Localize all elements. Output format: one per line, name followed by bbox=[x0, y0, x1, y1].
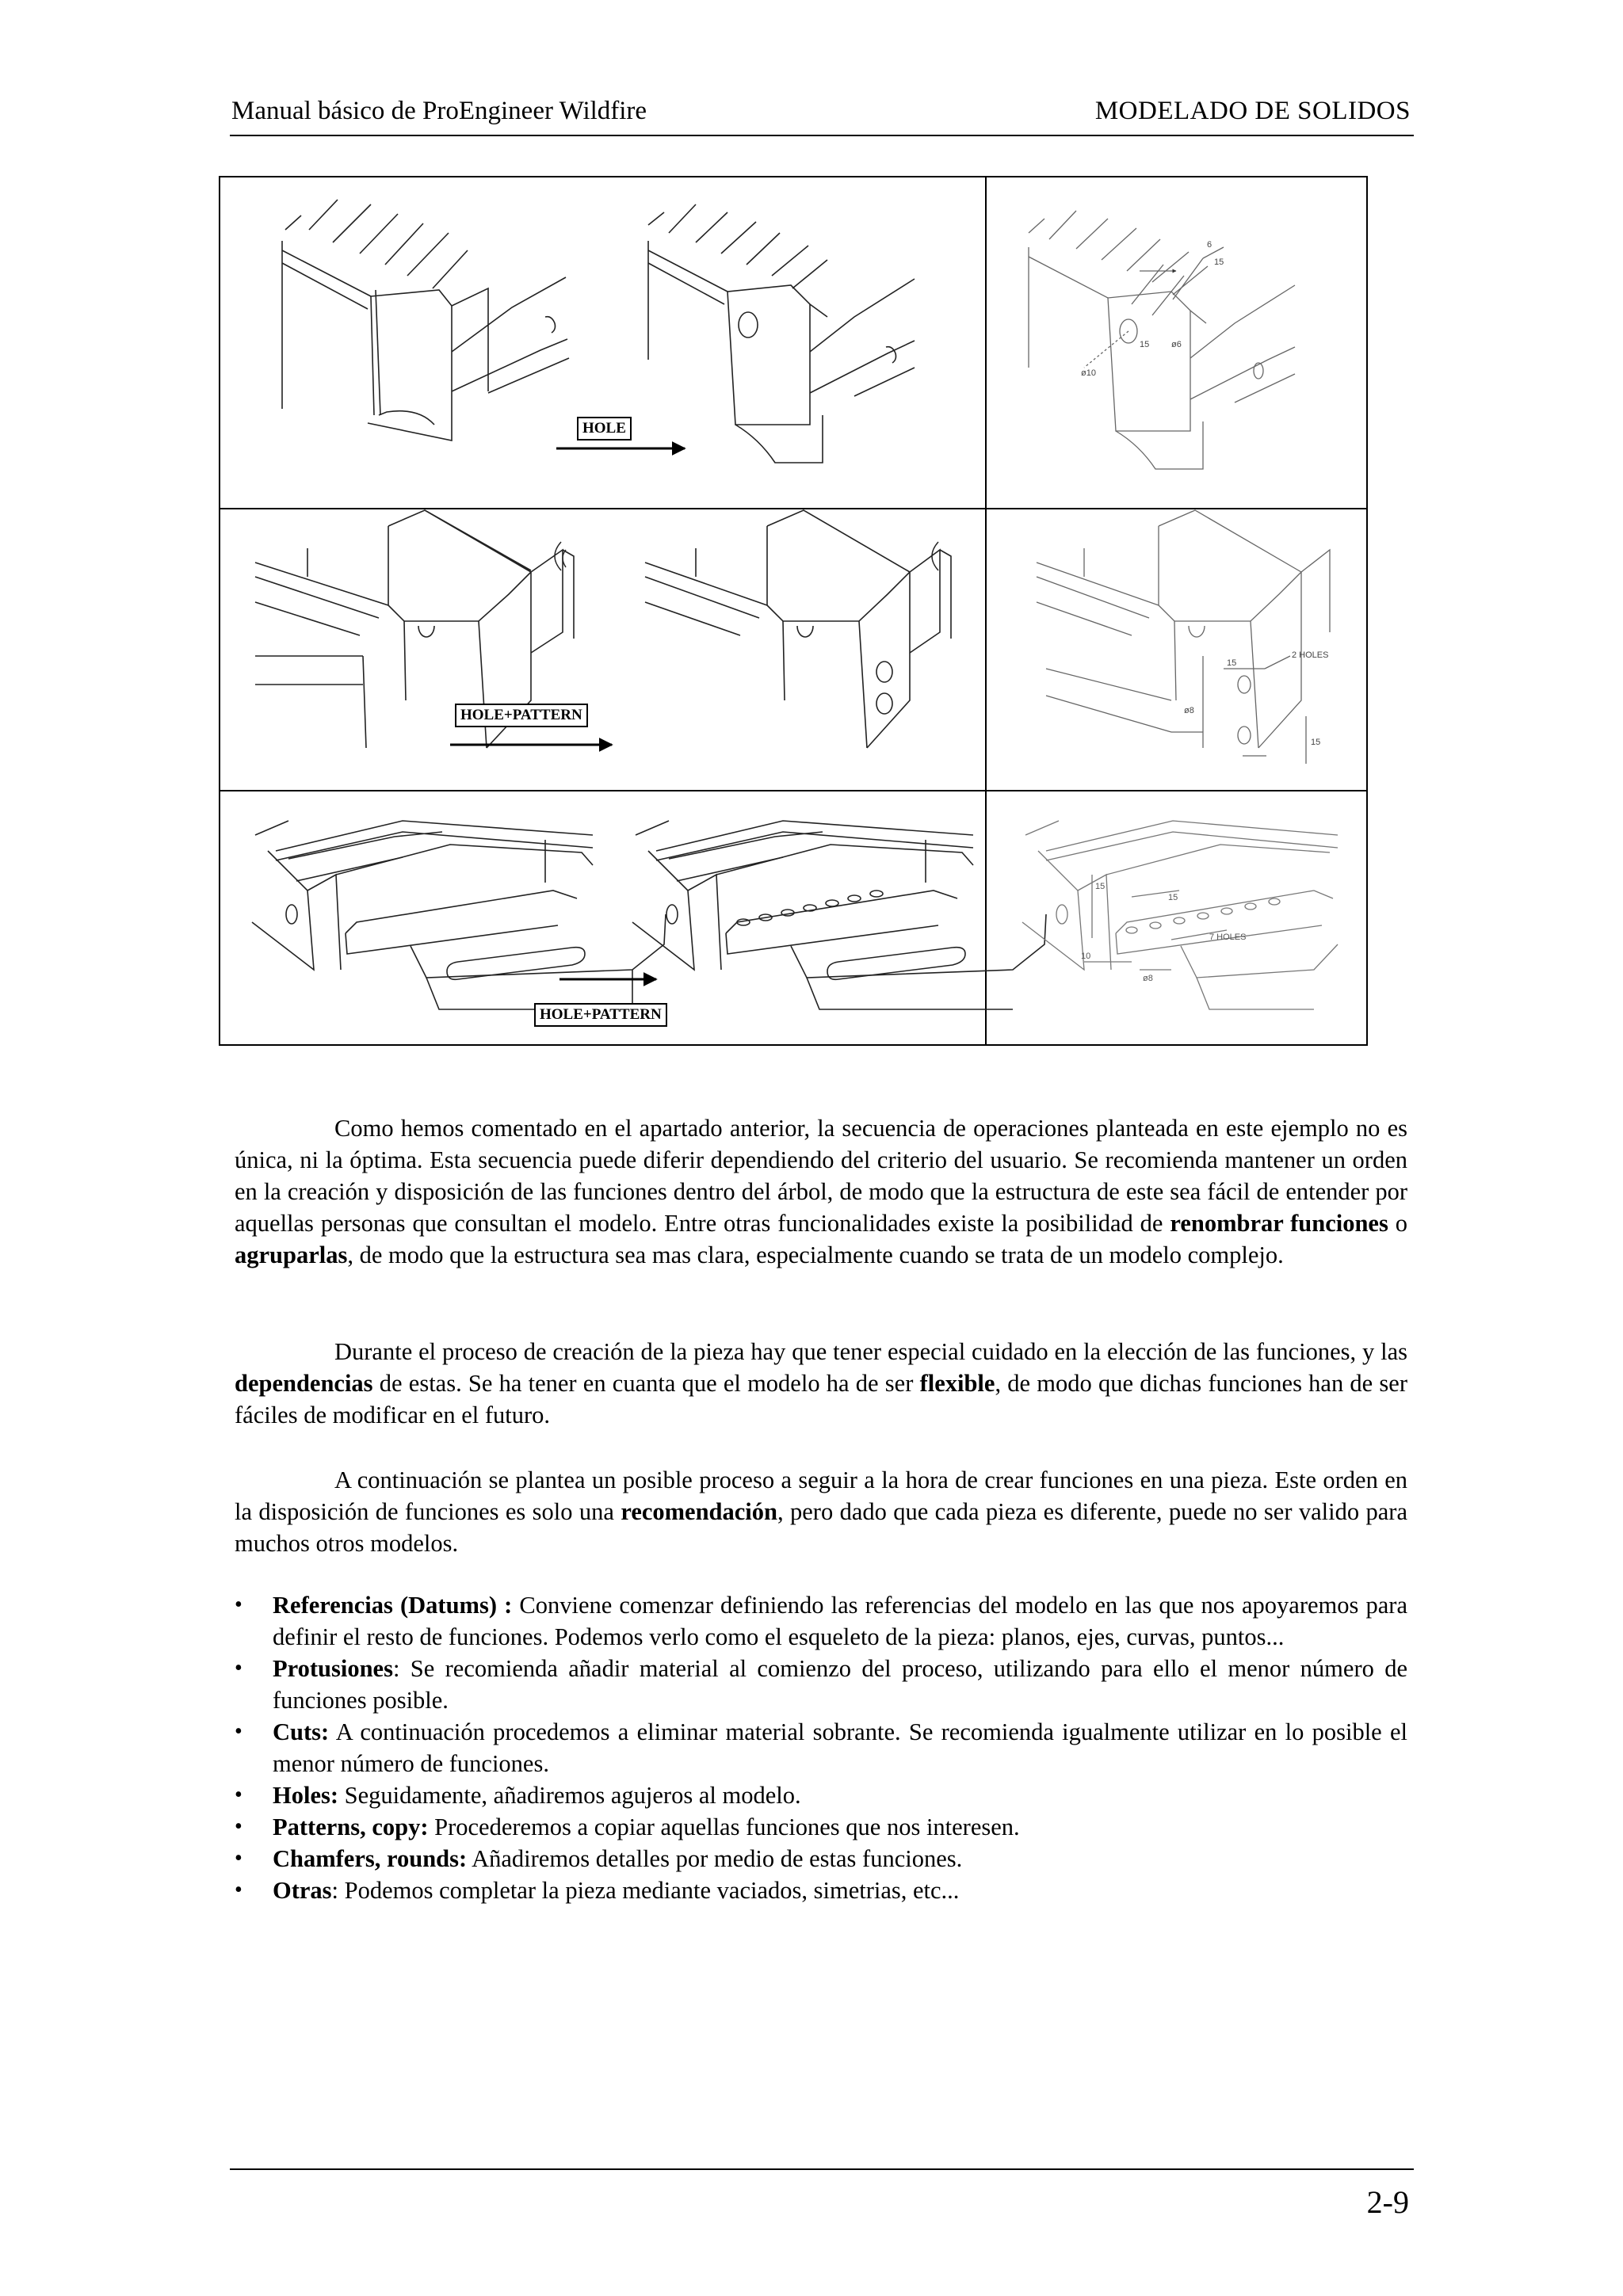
dim-text: 10 bbox=[1081, 952, 1091, 961]
list-item-term: Chamfers, rounds: bbox=[273, 1845, 468, 1872]
row1-part-dimensioned bbox=[1029, 211, 1295, 469]
bold-term: recomendación bbox=[621, 1498, 777, 1525]
list-item bbox=[231, 1843, 1407, 1875]
row2-dim-texts bbox=[1184, 650, 1328, 747]
dim-text: 15 bbox=[1095, 882, 1106, 891]
row3-dim-texts bbox=[1081, 882, 1246, 983]
bullet-icon: • bbox=[235, 1783, 242, 1807]
page-header bbox=[230, 93, 1414, 136]
bold-term: agruparlas bbox=[235, 1241, 348, 1268]
recommendation-list bbox=[231, 1589, 1407, 1906]
list-item bbox=[231, 1875, 1407, 1906]
list-item bbox=[231, 1716, 1407, 1779]
figure-drawings bbox=[220, 177, 1366, 1044]
list-item-term: Protusiones bbox=[273, 1655, 393, 1682]
list-item bbox=[231, 1653, 1407, 1716]
dim-text: ø8 bbox=[1184, 706, 1194, 715]
list-item-term: Patterns, copy: bbox=[273, 1814, 429, 1840]
list-item-term: Cuts: bbox=[273, 1718, 330, 1745]
list-item-text: Añadiremos detalles por medio de estas funciones. bbox=[467, 1845, 963, 1872]
list-item bbox=[231, 1589, 1407, 1653]
paragraph-2 bbox=[235, 1336, 1407, 1431]
dim-text: 2 HOLES bbox=[1292, 650, 1329, 660]
list-item-text: : Se recomienda añadir material al comienzo del proceso, utilizando para ello el menor número de funciones posible. bbox=[273, 1655, 1407, 1714]
dim-text: 15 bbox=[1227, 658, 1237, 668]
dim-text: ø6 bbox=[1171, 340, 1182, 349]
paragraph-text: Como hemos comentado en el apartado anterior, la secuencia de operaciones planteada en este ejemplo no es única, ni la óptima. Esta secuencia puede diferir dependiendo del criterio del usuario. Se recomienda mantener un orden en la creación y disposición de las funciones dentro del árbol, de modo que la estructura de este sea fácil de entender por aquellas personas que consultan el modelo. Entre otras funcionalidades existe la posibilidad de renombrar funciones o agruparlas, de modo que la estructura sea mas clara, especialmente cuando se trata de un modelo complejo. bbox=[235, 1115, 1407, 1268]
list-item bbox=[231, 1779, 1407, 1811]
bullet-icon: • bbox=[235, 1878, 242, 1902]
bullet-icon: • bbox=[235, 1846, 242, 1871]
dim-text: ø10 bbox=[1081, 368, 1096, 378]
dim-text: 7 HOLES bbox=[1209, 933, 1247, 942]
dim-text: 15 bbox=[1140, 340, 1150, 349]
row3-part-before bbox=[252, 821, 666, 1009]
list-item bbox=[231, 1811, 1407, 1843]
dim-text: 6 bbox=[1207, 240, 1212, 250]
dim-text: ø8 bbox=[1143, 974, 1153, 983]
list-item-text: A continuación procedemos a eliminar material sobrante. Se recomienda igualmente utilizar en lo posible el menor número de funciones. bbox=[273, 1718, 1407, 1777]
bullet-icon: • bbox=[235, 1592, 242, 1617]
footer-rule bbox=[230, 2168, 1414, 2170]
list-item-text: Conviene comenzar definiendo las referencias del modelo en las que nos apoyaremos para definir el resto de funciones. Podemos verlo como el esqueleto de la pieza: planos, ejes, curvas, puntos... bbox=[273, 1592, 1407, 1650]
row2-part-after bbox=[645, 510, 951, 748]
bullet-icon: • bbox=[235, 1656, 242, 1680]
paragraph-text: Durante el proceso de creación de la pieza hay que tener especial cuidado en la elección de las funciones, y las dependencias de estas. Se ha tener en cuanta que el modelo ha de ser flexible, de modo que dichas funciones han de ser fáciles de modificar en el futuro. bbox=[235, 1338, 1407, 1428]
dim-text: 15 bbox=[1311, 738, 1321, 747]
list-item-text: Seguidamente, añadiremos agujeros al modelo. bbox=[338, 1782, 801, 1809]
list-item-term: Otras bbox=[273, 1877, 332, 1904]
label-hole: HOLE bbox=[577, 417, 632, 441]
row1-part-after bbox=[648, 204, 915, 463]
row1-part-before bbox=[282, 200, 569, 441]
paragraph-text: A continuación se plantea un posible proceso a seguir a la hora de crear funciones en una pieza. Este orden en la disposición de funciones es solo una recomendación, pero dado que cada pieza es diferente, puede no ser valido para muchos otros modelos. bbox=[235, 1466, 1407, 1557]
list-item-text: Procederemos a copiar aquellas funciones que nos interesen. bbox=[428, 1814, 1020, 1840]
list-item-text: : Podemos completar la pieza mediante vaciados, simetrias, etc... bbox=[331, 1877, 960, 1904]
dim-text: 15 bbox=[1168, 893, 1178, 902]
row3-part-after bbox=[632, 821, 1046, 1009]
dim-text: 15 bbox=[1214, 257, 1224, 267]
bold-term: flexible bbox=[919, 1370, 995, 1397]
bold-term: dependencias bbox=[235, 1370, 373, 1397]
bullet-icon: • bbox=[235, 1719, 242, 1744]
paragraph-1 bbox=[235, 1112, 1407, 1271]
list-item-term: Referencias (Datums) : bbox=[273, 1592, 513, 1619]
header-left-title: Manual básico de ProEngineer Wildfire bbox=[231, 97, 647, 125]
header-right-title: MODELADO DE SOLIDOS bbox=[1094, 97, 1411, 125]
label-hole-pattern: HOLE+PATTERN bbox=[534, 1003, 667, 1027]
figure-operation-sequence bbox=[219, 176, 1368, 1046]
bold-term: renombrar funciones bbox=[1170, 1210, 1388, 1237]
row2-part-dimensioned bbox=[1037, 510, 1330, 764]
page-number: 2-9 bbox=[1366, 2184, 1409, 2220]
row1-dim-texts bbox=[1081, 240, 1224, 378]
bullet-icon: • bbox=[235, 1814, 242, 1839]
paragraph-3 bbox=[235, 1464, 1407, 1559]
row3-part-dimensioned bbox=[1022, 821, 1338, 1009]
list-item-term: Holes: bbox=[273, 1782, 339, 1809]
label-hole-pattern: HOLE+PATTERN bbox=[455, 704, 588, 727]
